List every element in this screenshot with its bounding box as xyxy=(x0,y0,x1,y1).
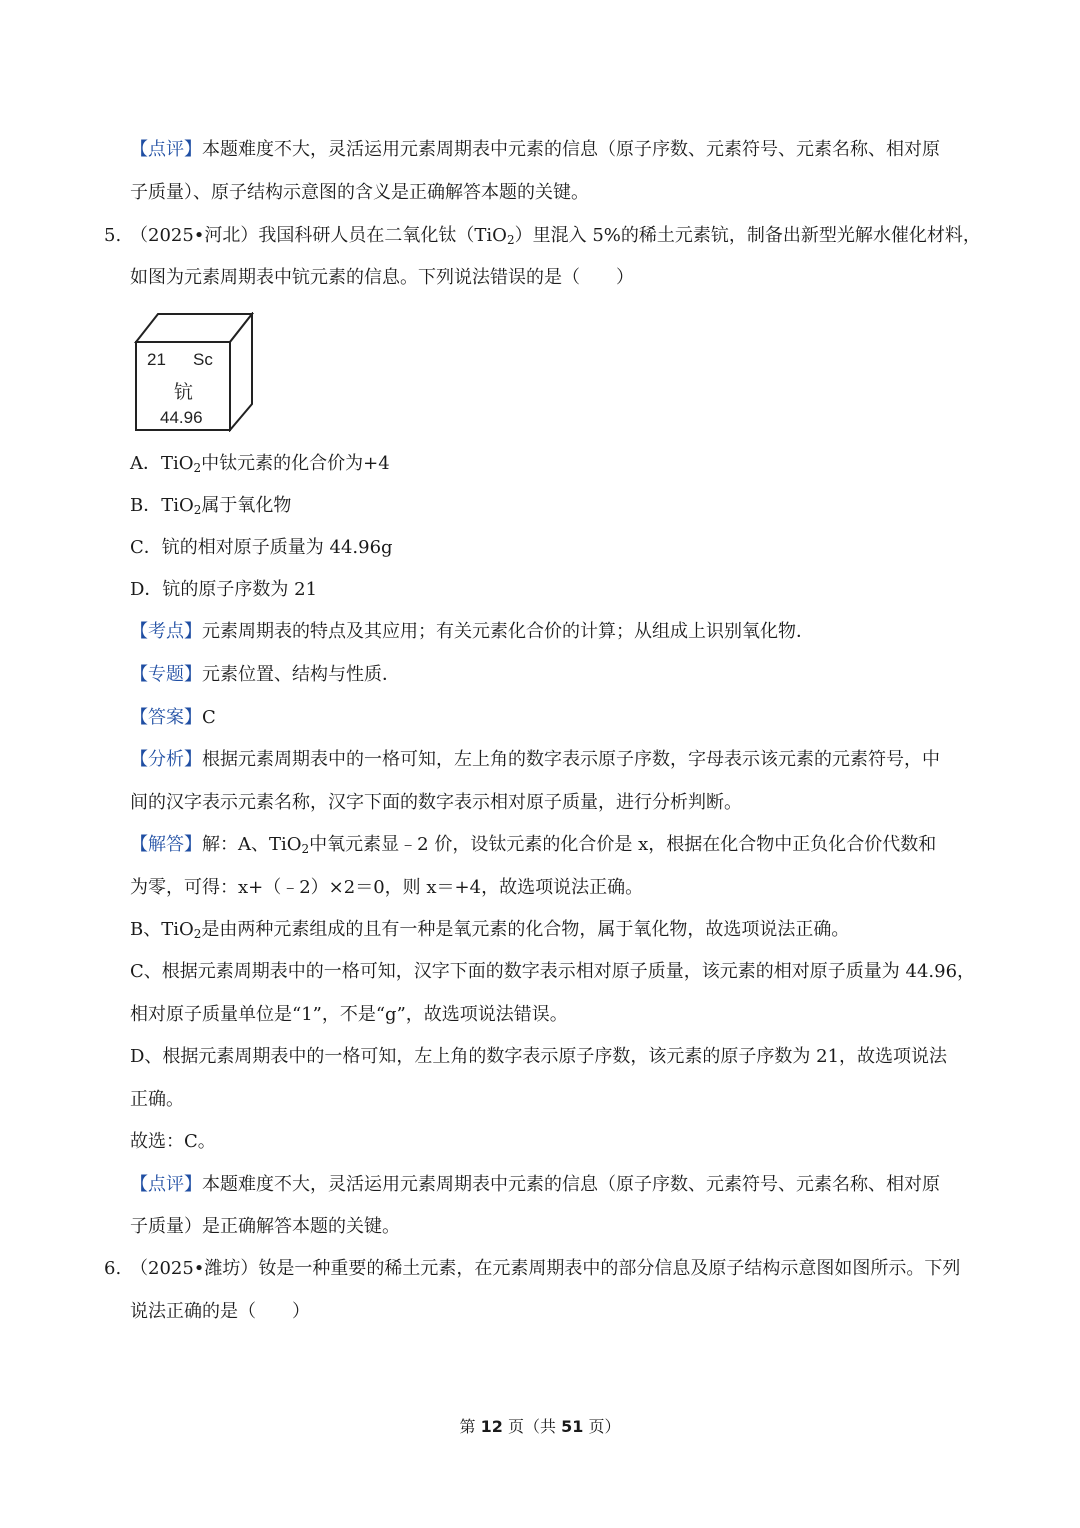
option-a: A．TiO$_2$中钛元素的化合价为+4 xyxy=(130,453,390,475)
jieda-line: 正确。 xyxy=(130,1089,184,1110)
element-cube-figure xyxy=(130,312,256,432)
question-number: 6. xyxy=(104,1258,122,1279)
page-footer: 第 12 页（共 51 页） xyxy=(459,1417,621,1436)
question-number: 5. xyxy=(104,225,122,246)
kaodian-line: 【考点】元素周期表的特点及其应用；有关元素化合价的计算；从组成上识别氧化物． xyxy=(130,621,814,642)
jieda-line: B、TiO$_2$是由两种元素组成的且有一种是氧元素的化合物，属于氧化物，故选项说法正确。 xyxy=(130,919,850,941)
review-line: 子质量）、原子结构示意图的含义是正确解答本题的关键。 xyxy=(130,182,589,203)
jieda-line: 相对原子质量单位是“1”，不是“g”，故选项说法错误。 xyxy=(130,1004,568,1025)
review-tag: 【点评】 xyxy=(130,139,202,160)
option-c: C．钪的相对原子质量为 44.96g xyxy=(130,537,393,558)
current-page: 12 xyxy=(480,1417,503,1436)
jieda-line: 【解答】解：A、TiO$_2$中氧元素显﹣2 价，设钛元素的化合价是 x，根据在化合物中正负化合价代数和 xyxy=(130,834,937,856)
option-b: B．TiO$_2$属于氧化物 xyxy=(130,495,292,517)
fenxi-line: 【分析】根据元素周期表中的一格可知，左上角的数字表示原子序数，字母表示该元素的元素符号，中 xyxy=(130,749,940,770)
atomic-mass: 44.96 xyxy=(160,408,203,427)
answer-line: 【答案】C xyxy=(130,707,216,728)
atomic-number: 21 xyxy=(147,350,166,369)
zhuanti-line: 【专题】元素位置、结构与性质． xyxy=(130,664,400,685)
element-symbol: Sc xyxy=(193,350,213,369)
fenxi-line: 间的汉字表示元素名称，汉字下面的数字表示相对原子质量，进行分析判断。 xyxy=(130,792,742,813)
question-stem: （2025•潍坊）钕是一种重要的稀土元素，在元素周期表中的部分信息及原子结构示意图如图所示。下列 xyxy=(130,1258,961,1279)
question-stem: 说法正确的是（ ） xyxy=(130,1301,310,1322)
review-line: 子质量）是正确解答本题的关键。 xyxy=(130,1216,400,1237)
total-pages: 51 xyxy=(561,1417,584,1436)
jieda-line: 故选：C。 xyxy=(130,1131,216,1152)
jieda-line: 为零，可得：x+（﹣2）×2＝0，则 x＝+4，故选项说法正确。 xyxy=(130,877,644,898)
review-line: 【点评】本题难度不大，灵活运用元素周期表中元素的信息（原子序数、元素符号、元素名称、相对原 xyxy=(130,1174,940,1195)
jieda-line: D、根据元素周期表中的一格可知，左上角的数字表示原子序数，该元素的原子序数为 21，故选项说法 xyxy=(130,1046,948,1067)
review-line: 【点评】本题难度不大，灵活运用元素周期表中元素的信息（原子序数、元素符号、元素名称、相对原 xyxy=(130,139,940,160)
element-name: 钪 xyxy=(174,381,194,403)
jieda-line: C、根据元素周期表中的一格可知，汉字下面的数字表示相对原子质量，该元素的相对原子质量为 44.96， xyxy=(130,961,976,982)
question-stem: （2025•河北）我国科研人员在二氧化钛（TiO$_2$）里混入 5%的稀土元素钪，制备出新型光解水催化材料， xyxy=(130,225,981,247)
question-stem: 如图为元素周期表中钪元素的信息。下列说法错误的是（ ） xyxy=(130,267,634,288)
option-d: D．钪的原子序数为 21 xyxy=(130,579,318,600)
